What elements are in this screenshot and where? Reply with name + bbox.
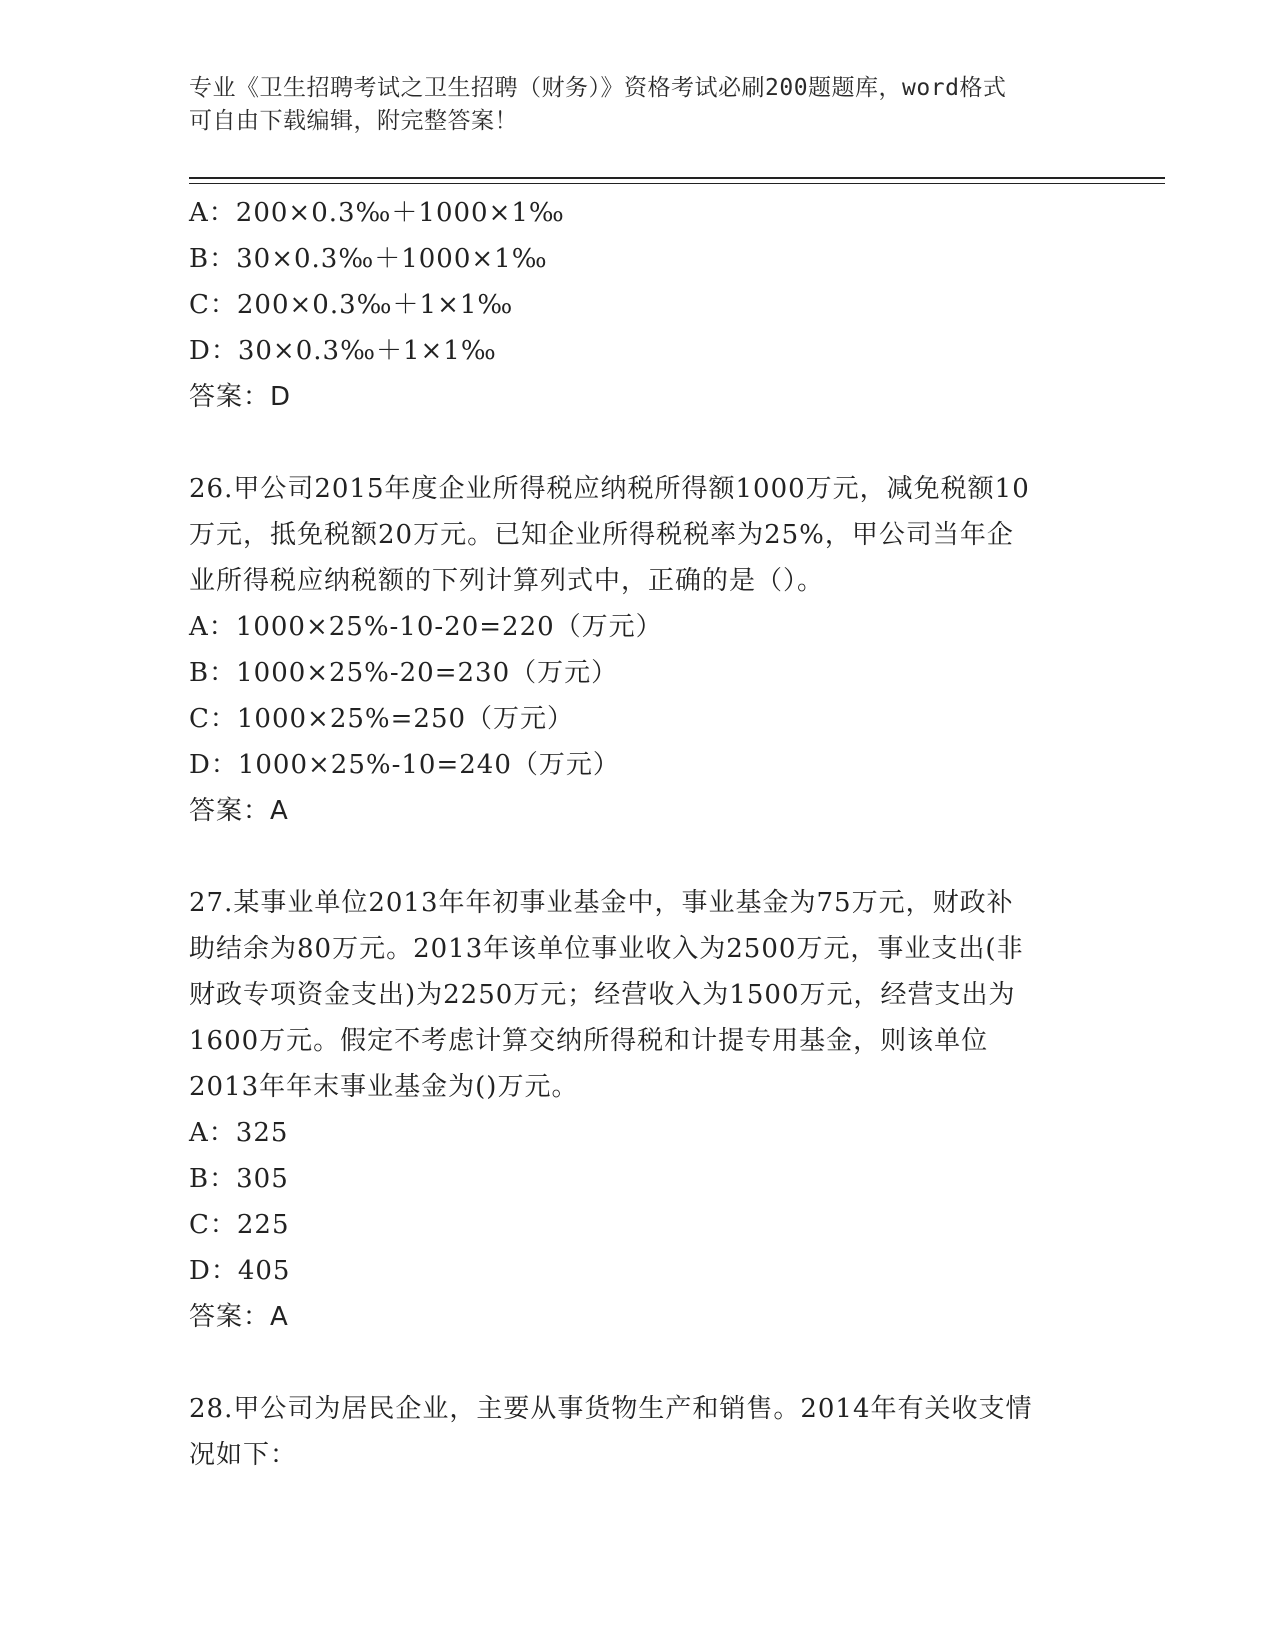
option-b: B：305 bbox=[189, 1164, 289, 1194]
answer-line: 答案：D bbox=[189, 382, 292, 412]
question-text-line: 助结余为80万元。2013年该单位事业收入为2500万元，事业支出(非 bbox=[189, 934, 1024, 964]
option-d: D：405 bbox=[189, 1256, 291, 1286]
header-line-2: 可自由下载编辑，附完整答案！ bbox=[189, 108, 518, 134]
question-text-line: 28.甲公司为居民企业，主要从事货物生产和销售。2014年有关收支情 bbox=[189, 1394, 1033, 1424]
question-text-line: 27.某事业单位2013年年初事业基金中，事业基金为75万元，财政补 bbox=[189, 888, 1014, 918]
question-text-line: 财政专项资金支出)为2250万元；经营收入为1500万元，经营支出为 bbox=[189, 980, 1016, 1010]
option-a: A：1000×25%-10-20=220（万元） bbox=[189, 612, 663, 642]
question-27 bbox=[189, 880, 1149, 1340]
spacer bbox=[189, 420, 1149, 466]
question-26 bbox=[189, 466, 1149, 834]
option-b: B：30×0.3‰＋1000×1‰ bbox=[189, 244, 548, 274]
option-c: C：200×0.3‰＋1×1‰ bbox=[189, 290, 514, 320]
header-divider-thin bbox=[189, 183, 1165, 184]
question-text-line: 业所得税应纳税额的下列计算列式中，正确的是（）。 bbox=[189, 566, 825, 596]
question-28 bbox=[189, 1386, 1149, 1478]
question-text-line: 况如下： bbox=[189, 1440, 298, 1470]
option-c: C：1000×25%=250（万元） bbox=[189, 704, 575, 734]
question-text-line: 万元，抵免税额20万元。已知企业所得税税率为25%，甲公司当年企 bbox=[189, 520, 1014, 550]
document-body bbox=[189, 190, 1149, 1478]
question-text-line: 1600万元。假定不考虑计算交纳所得税和计提专用基金，则该单位 bbox=[189, 1026, 989, 1056]
question-25-tail bbox=[189, 190, 1149, 420]
question-text-line: 26.甲公司2015年度企业所得税应纳税所得额1000万元，减免税额10 bbox=[189, 474, 1030, 504]
header-divider-thick bbox=[189, 177, 1165, 179]
option-a: A：325 bbox=[189, 1118, 289, 1148]
option-c: C：225 bbox=[189, 1210, 290, 1240]
option-d: D：30×0.3‰＋1×1‰ bbox=[189, 336, 497, 366]
header-line-1: 专业《卫生招聘考试之卫生招聘（财务）》资格考试必刷200题题库，word格式 bbox=[189, 75, 1007, 101]
spacer bbox=[189, 1340, 1149, 1386]
option-a: A：200×0.3‰＋1000×1‰ bbox=[189, 198, 565, 228]
option-b: B：1000×25%-20=230（万元） bbox=[189, 658, 619, 688]
option-d: D：1000×25%-10=240（万元） bbox=[189, 750, 620, 780]
answer-line: 答案：A bbox=[189, 796, 289, 826]
question-text-line: 2013年年末事业基金为()万元。 bbox=[189, 1072, 579, 1102]
answer-line: 答案：A bbox=[189, 1302, 289, 1332]
spacer bbox=[189, 834, 1149, 880]
document-header bbox=[189, 72, 1089, 138]
